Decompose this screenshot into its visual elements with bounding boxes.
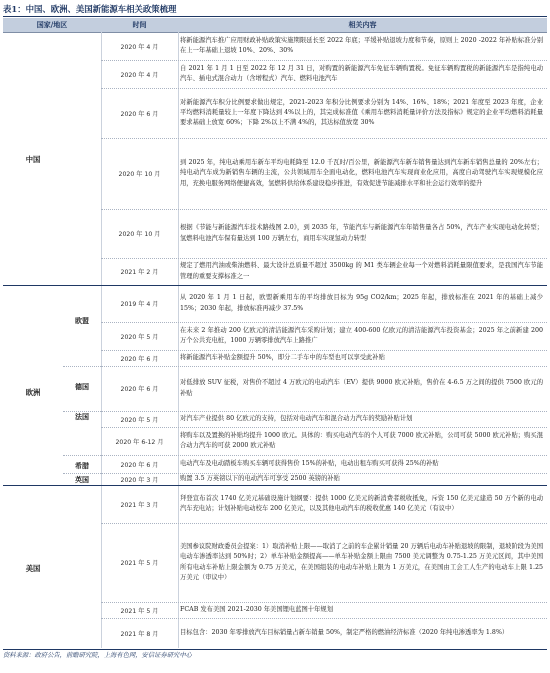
row-content-text: 从 2020 年 1 月 1 日起，欧盟新乘用车的平均排放目标为 95g CO2/km；2025 年起，排放标准在 2021 年的基础上减少 15%；2030 年起，排放标准再减少 37.5%	[180, 294, 543, 312]
table-row	[101, 209, 547, 259]
row-content-text: 对低排放 SUV 征税，对售价不超过 4 万欧元的电动汽车（EV）提供 9000 欧元补贴，售价在 4-6.5 万之间的提供 7500 欧元的补贴	[180, 379, 543, 397]
subregion-greece: 希腊	[75, 461, 89, 470]
row-content-text: 根据《节能与新能源汽车技术路线图 2.0》，到 2035 年，节能汽车与新能源汽车年销售量各占 50%，汽车产业实现电动化转型；氢燃料电池汽车保有量达到 100 万辆左右，商用车实现氢动力转型	[180, 224, 543, 242]
source-note: 资料来源：政府公告，前瞻研究院，上海有色网，安信证券研究中心	[3, 649, 547, 662]
subregion-france: 法国	[75, 412, 89, 421]
row-content	[180, 485, 543, 523]
subregion-separator	[63, 455, 101, 456]
row-time: 2021 年 2 月	[120, 269, 159, 276]
row-time: 2020 年 10 月	[118, 231, 161, 238]
row-content-text: 到 2025 年，纯电动乘用车新车平均电耗降至 12.0 千瓦时/百公里，新能源汽车新车销售量达到汽车新车销售总量的 20%左右；纯电动汽车成为新销售车辆的主流，公共领域用车全面电动化，燃料电池汽车实现商业化应用，高度自动驾驶汽车实现规模化应用，充换电服务网络便捷高效，氢燃料供给体系建设稳步推进，有效促进节能减排水平和社会运行效率的提升	[180, 159, 543, 187]
row-time: 2020 年 6 月	[120, 110, 159, 118]
row-content	[180, 350, 543, 366]
table-row	[101, 427, 547, 456]
table-row	[101, 602, 547, 619]
row-content-text: 规定了燃用汽油或柴油燃料、最大设计总质量不超过 3500kg 的 M1 类车辆企业每一个对燃料消耗量限值要求，是我国汽车节能管理的重要支撑标准之一	[180, 262, 543, 280]
row-content-text: 电动汽车及电动踏板车购买车辆可获得售价 15%的补贴，电动出租车购买可获得 25%的补贴	[180, 459, 439, 467]
row-content-text: 对汽车产业提供 80 亿欧元的支持，包括对电动汽车和混合动力汽车的奖励补贴计划	[180, 414, 413, 422]
header-content: 相关内容	[348, 20, 377, 29]
row-time: 2021 年 8 月	[120, 630, 159, 638]
row-content-text: 目标包含：2030 年零排放汽车目标销量占新车销量 50%，制定严格的燃油经济标准（2020 年纯电渗透率为 1.8%）	[180, 628, 509, 636]
row-content	[180, 523, 543, 602]
row-content-text: 在未来 2 年推动 200 亿欧元的清洁能源汽车采购计划；建立 400-600 亿欧元的清洁能源汽车投资基金；2025 年之前新建 200 万个公共充电桩，1000 万辆零排放汽车上路推广	[180, 326, 543, 344]
row-content	[180, 455, 543, 473]
table-row	[101, 455, 547, 474]
row-content	[180, 427, 543, 455]
row-content-text: 将新能源汽车推广应用财政补贴政策实施期限延长至 2022 年底；平缓补贴退坡力度和节奏，原则上 2020 -2022 年补贴标准分别在上一年基础上退坡 10%、20%、30%	[180, 36, 543, 54]
row-time: 2020 年 6-12 月	[115, 438, 164, 446]
row-content-text: 将新能源汽车补贴金额提升 50%，即分二手车中的车型也可以享受此补贴	[180, 353, 385, 361]
row-content-text: 自 2021 年 1 月 1 日至 2022 年 12 月 31 日，对购置的新能源汽车免征车辆购置税。免征车辆购置税的新能源汽车是指纯电动汽车、插电式混合动力（含增程式）汽车、燃料电池汽车	[180, 64, 543, 82]
row-content	[180, 209, 543, 258]
row-content-text: 拜登宣布首次 1740 亿美元基础设施计划纲要：提供 1000 亿美元的新消费者税收抵免，斥资 150 亿美元建造 50 万个新的电动汽车充电站；计划补贴电动校车 200 亿美元，以及其他电动汽车的税收优惠 140 亿美元（有议中）	[180, 494, 543, 512]
table-row	[101, 322, 547, 351]
subregion-uk: 英国	[75, 475, 89, 484]
subregion-separator	[63, 473, 101, 474]
table-row	[101, 32, 547, 61]
table-row	[101, 285, 547, 323]
table-header	[3, 18, 547, 33]
row-content	[180, 32, 543, 60]
table-row	[101, 366, 547, 412]
row-time: 2020 年 6 月	[120, 386, 159, 393]
row-time: 2020 年 6 月	[120, 461, 159, 469]
row-time: 2020 年 4 月	[120, 71, 159, 79]
table-row	[101, 60, 547, 89]
row-time: 2021 年 5 月	[120, 607, 159, 615]
subregion-eu: 欧盟	[75, 316, 89, 325]
row-content	[180, 473, 543, 485]
region-europe: 欧洲	[25, 388, 41, 397]
table-row	[101, 350, 547, 367]
row-content	[180, 411, 543, 427]
row-content	[180, 366, 543, 411]
row-content-text: 购置 3.5 万英镑以下的电动汽车可享受 2500 英镑的补贴	[180, 474, 340, 482]
table-row	[101, 473, 547, 485]
table-title: 表1：中国、欧洲、美国新能源车相关政策梳理	[3, 3, 547, 17]
row-time: 2020 年 5 月	[120, 333, 159, 341]
subregion-separator	[63, 366, 101, 367]
table-row	[101, 523, 547, 603]
header-time: 时间	[132, 20, 147, 29]
table-row	[101, 411, 547, 428]
subregion-germany: 德国	[75, 382, 89, 391]
row-time: 2020 年 3 月	[120, 476, 159, 484]
header-region: 国家/地区	[36, 20, 68, 29]
table-row	[101, 485, 547, 524]
row-content	[180, 88, 543, 138]
row-content	[180, 258, 543, 285]
row-time: 2019 年 4 月	[120, 301, 159, 308]
row-time: 2020 年 6 月	[120, 355, 159, 363]
row-content	[180, 602, 543, 618]
region-china: 中国	[25, 155, 41, 164]
row-content	[180, 60, 543, 88]
table-row	[101, 618, 547, 648]
row-time: 2020 年 5 月	[120, 416, 159, 424]
row-content-text: FCAB 发布美国 2021-2030 年美国锂电蓝图十年规划	[180, 605, 333, 613]
row-content	[180, 322, 543, 350]
row-content	[180, 285, 543, 322]
row-content	[180, 138, 543, 209]
row-time: 2021 年 3 月	[120, 501, 159, 509]
row-content-text: 美国参议院财政委员会提案：1）取消补贴上限——取消了之前的车企累计销量 20 万辆后电动车补贴退坡的限制，退坡阶段为美国电动车渗透率达到 50%时；2）单车补贴金额提高——单车补贴金额上限由 7500 美元调整为 0.75-1.25 万美元区间，其中美国所有电动车补贴上限金额为 0.75 万美元，在美国组装的电动车补贴上限为 1 万美元，在美国由工会工人生产的电动车上限 1.25 万美元（审议中）	[180, 542, 543, 581]
region-usa: 美国	[25, 564, 41, 573]
row-time: 2020 年 10 月	[118, 171, 161, 178]
table-row	[101, 258, 547, 285]
row-time: 2021 年 5 月	[120, 560, 159, 567]
row-content-text: 将购车以及置换的补贴均提升 1000 欧元。具体的：购买电动汽车的个人可获 7000 欧元补贴，公司可获 5000 欧元补贴；购买混合动力汽车的可获 2000 欧元补贴	[180, 431, 543, 449]
table-row	[101, 88, 547, 139]
policy-table	[3, 32, 547, 648]
row-time: 2020 年 4 月	[120, 43, 159, 51]
row-content-text: 对新能源汽车积分比例要求做出规定，2021-2023 年积分比例要求分别为 14%、16%、18%；2021 年度至 2023 年度，企业平均燃料消耗量较上一年度下降达到 4%以上的，其完成标准值《乘用车燃料消耗量评价方法及指标》规定的企业平均燃料消耗量要求基础上放宽 60%；下降 2%以上不满 4%的，其达标值放宽 30%	[180, 98, 543, 127]
table-row	[101, 138, 547, 210]
row-content	[180, 618, 543, 648]
